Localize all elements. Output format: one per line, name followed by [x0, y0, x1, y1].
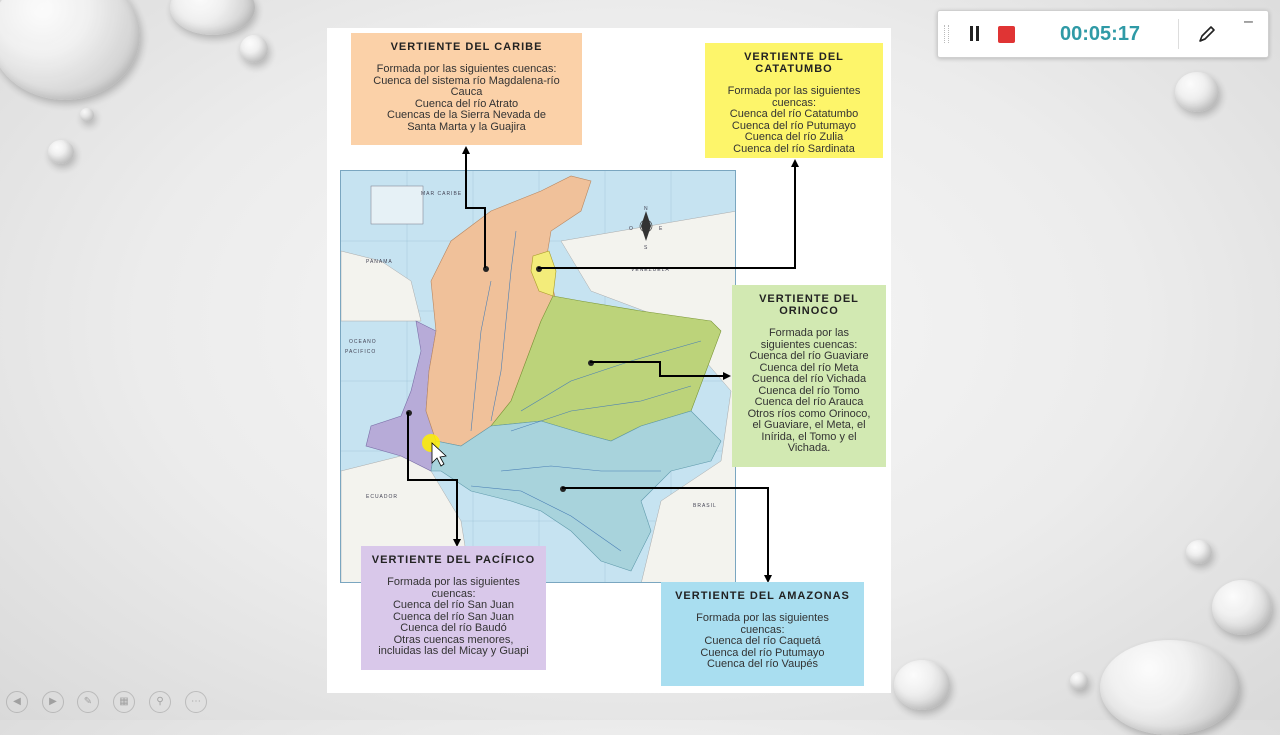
box-line: Cuenca del río Baudó — [400, 622, 507, 634]
pen-icon[interactable] — [1196, 23, 1218, 45]
box-line: Formada por las — [768, 327, 850, 339]
box-line: Cuenca del río Putumayo — [731, 119, 857, 132]
box-vertiente-catatumbo — [705, 43, 883, 158]
box-title: VERTIENTE DEL CATATUMBO — [744, 51, 844, 75]
box-line: el Guaviare, el Meta, el — [752, 419, 866, 431]
box-vertiente-pacifico — [361, 546, 546, 670]
box-title-line: ORINOCO — [779, 305, 839, 317]
map-label-mar-caribe: MAR CARIBE — [421, 191, 463, 197]
box-line: Cuenca del río San Juan — [392, 599, 515, 611]
box-body — [661, 613, 864, 671]
recording-toolbar — [937, 10, 1269, 58]
box-line: Cuenca del río San Juan — [392, 610, 515, 623]
pause-icon[interactable] — [968, 26, 982, 42]
box-line: Cauca — [450, 86, 483, 98]
box-line: cuencas: — [771, 96, 817, 109]
box-title: VERTIENTE DEL PACÍFICO — [371, 554, 536, 566]
box-line: Cuenca del río Putumayo — [700, 646, 825, 659]
box-line: Cuenca del sistema río Magdalena-río — [373, 74, 560, 87]
box-line: Cuenca del río Caquetá — [704, 635, 821, 647]
box-body — [361, 577, 546, 658]
box-vertiente-orinoco — [732, 285, 886, 467]
box-body — [351, 64, 582, 133]
compass-e: E — [659, 226, 664, 232]
more-icon[interactable]: ⋯ — [185, 691, 207, 713]
box-title-line: VERTIENTE DEL — [759, 293, 859, 305]
compass-o: O — [629, 226, 634, 232]
box-line: Santa Marta y la Guajira — [407, 120, 526, 133]
box-line: Cuenca del río Atrato — [414, 97, 519, 110]
box-line: cuencas: — [431, 587, 476, 600]
box-line: Cuenca del río Zulia — [744, 131, 844, 143]
box-line: Cuenca del río Catatumbo — [729, 108, 859, 120]
back-icon[interactable]: ◀ — [6, 691, 28, 713]
box-line: incluidas las del Micay y Guapi — [378, 645, 529, 657]
box-line: Formada por las siguientes — [727, 85, 861, 97]
drag-handle[interactable] — [944, 25, 949, 43]
box-body — [705, 86, 883, 155]
slides-icon[interactable]: ▦ — [113, 691, 135, 713]
box-line: cuencas: — [740, 623, 785, 636]
minimize-button[interactable]: – — [1244, 13, 1253, 30]
box-line: Cuenca del río Vichada — [751, 373, 867, 385]
map-label-pacifico: PACIFICO — [345, 349, 377, 355]
forward-icon[interactable]: ▶ — [42, 691, 64, 713]
toolbar-divider — [1178, 19, 1179, 49]
box-line: Cuenca del río Tomo — [758, 384, 860, 397]
box-line: Formada por las siguientes cuencas: — [376, 63, 557, 75]
box-line: Cuencas de la Sierra Nevada de — [387, 109, 546, 121]
box-line: Cuenca del río Guaviare — [749, 350, 869, 362]
box-line: Inírida, el Tomo y el — [761, 430, 857, 443]
box-body — [732, 328, 886, 455]
box-line: Cuenca del río Sardinata — [733, 142, 855, 155]
box-line: Vichada. — [787, 442, 831, 454]
zoom-icon[interactable]: ⚲ — [149, 691, 171, 713]
box-vertiente-caribe — [351, 33, 582, 145]
map-label-oceano: OCEANO — [349, 339, 377, 345]
map-label-panama: PANAMA — [366, 259, 393, 265]
compass-n: N — [644, 206, 649, 212]
box-title — [732, 293, 886, 317]
box-line: siguientes cuencas: — [760, 338, 858, 351]
box-line: Formada por las siguientes — [696, 612, 829, 624]
box-line: Cuenca del río Meta — [759, 361, 859, 374]
compass-s: S — [644, 245, 649, 251]
box-title: VERTIENTE DEL CARIBE — [390, 41, 543, 53]
box-title: VERTIENTE DEL AMAZONAS — [675, 590, 850, 602]
box-line: Otras cuencas menores, — [393, 633, 514, 646]
box-line: Otros ríos como Orinoco, — [747, 407, 871, 420]
box-line: Formada por las siguientes — [387, 576, 520, 588]
stop-icon[interactable] — [998, 26, 1015, 43]
map-label-venezuela: VENEZUELA — [631, 267, 670, 273]
pen-icon[interactable]: ✎ — [77, 691, 99, 713]
recording-timer: 00:05:17 — [1060, 23, 1141, 45]
box-line: Cuenca del río Vaupés — [706, 658, 819, 670]
map-label-ecuador: ECUADOR — [366, 494, 399, 500]
box-line: Cuenca del río Arauca — [754, 396, 864, 408]
map-label-brasil: BRASIL — [693, 503, 717, 509]
box-vertiente-amazonas — [661, 582, 864, 686]
